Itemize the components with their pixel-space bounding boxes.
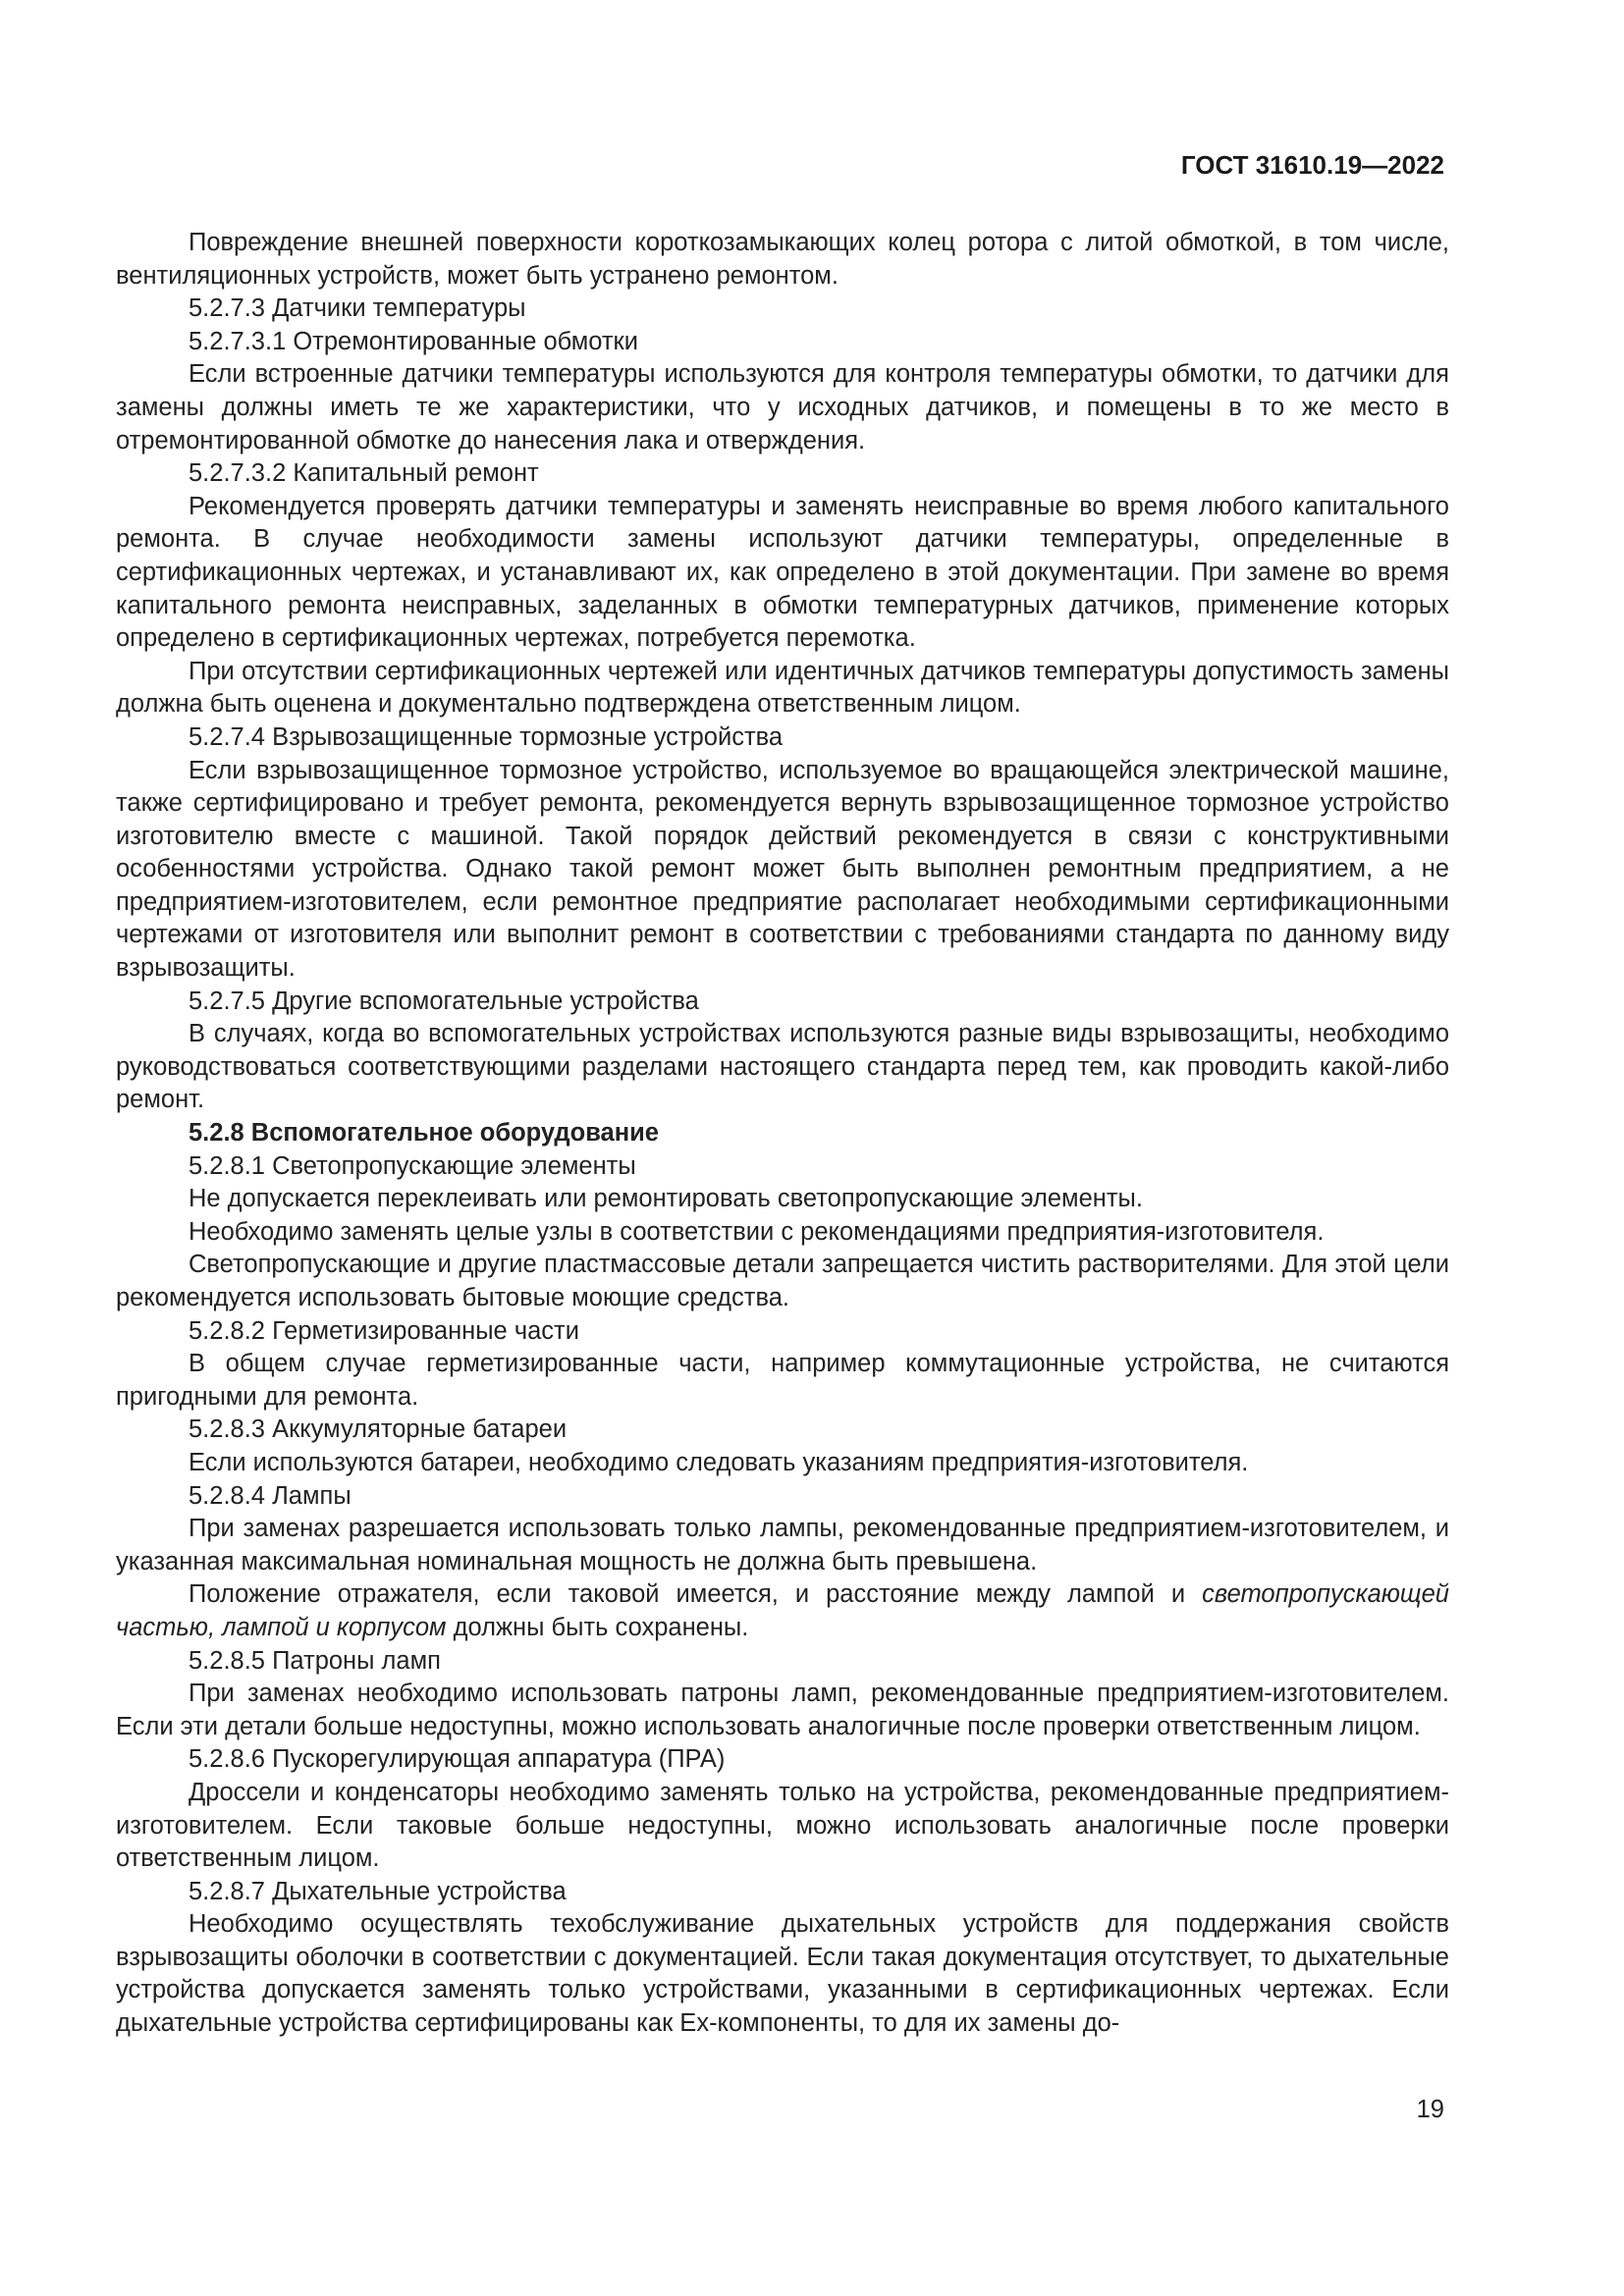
subsection-heading: 5.2.7.4 Взрывозащищенные тормозные устройства <box>189 722 784 751</box>
document-body <box>116 227 1449 2041</box>
paragraph: Дроссели и конденсаторы необходимо заменять только на устройства, рекомендованные предприятием-изготовителем. Если таковые больше недоступны, можно использовать аналогичные после проверки ответственным лицом. <box>116 1778 1449 1873</box>
paragraph: Если встроенные датчики температуры используются для контроля температуры обмотки, то датчики для замены должны иметь те же характеристики, что у исходных датчиков, и помещены в то же место в отремонтированной обмотке до нанесения лака и отверждения. <box>116 360 1449 454</box>
paragraph: В общем случае герметизированные части, например коммутационные устройства, не считаются пригодными для ремонта. <box>116 1350 1449 1411</box>
subsection-heading: 5.2.8.4 Лампы <box>189 1481 352 1510</box>
paragraph-with-italic <box>116 1578 1449 1644</box>
paragraph: Необходимо заменять целые узлы в соответствии с рекомендациями предприятия-изготовителя. <box>189 1217 1325 1246</box>
paragraph: Необходимо осуществлять техобслуживание дыхательных устройств для поддержания свойств взрывозащиты оболочки в соответствии с документацией. Если такая документация отсутствует, то дыхательные устройства допускается заменять только устройствами, указанными в сертификационных чертежах. Если дыхательные устройства сертифицированы как Ex-компоненты, то для их замены до- <box>116 1910 1449 2038</box>
paragraph: Повреждение внешней поверхности короткозамыкающих колец ротора с литой обмоткой, в том числе, вентиляционных устройств, может быть устранено ремонтом. <box>116 229 1449 290</box>
subsection-heading: 5.2.7.3 Датчики температуры <box>189 294 526 323</box>
subsection-heading: 5.2.7.3.1 Отремонтированные обмотки <box>189 327 638 355</box>
paragraph: Если используются батареи, необходимо следовать указаниям предприятия-изготовителя. <box>189 1448 1249 1476</box>
paragraph: В случаях, когда во вспомогательных устройствах используются разные виды взрывозащиты, необходимо руководствоваться соответствующими разделами настоящего стандарта перед тем, как проводить какой-либо ремонт. <box>116 1020 1449 1114</box>
subsection-heading: 5.2.8.3 Аккумуляторные батареи <box>189 1415 568 1444</box>
subsection-heading: 5.2.8.1 Светопропускающие элементы <box>189 1151 636 1180</box>
subsection-heading: 5.2.7.3.2 Капитальный ремонт <box>189 459 539 488</box>
subsection-heading: 5.2.7.5 Другие вспомогательные устройства <box>189 987 699 1015</box>
page-number: 19 <box>1416 2096 1444 2123</box>
subsection-heading: 5.2.8.2 Герметизированные части <box>189 1316 579 1345</box>
paragraph: При заменах разрешается использовать только лампы, рекомендованные предприятием-изготовителем, и указанная максимальная номинальная мощность не должна быть превышена. <box>116 1515 1449 1575</box>
section-heading: 5.2.8 Вспомогательное оборудование <box>189 1119 659 1148</box>
subsection-heading: 5.2.8.5 Патроны ламп <box>189 1646 441 1675</box>
paragraph: При отсутствии сертификационных чертежей или идентичных датчиков температуры допустимость замены должна быть оценена и документально подтверждена ответственным лицом. <box>116 657 1449 719</box>
paragraph: Светопропускающие и другие пластмассовые детали запрещается чистить растворителями. Для этой цели рекомендуется использовать бытовые моющие средства. <box>116 1251 1449 1311</box>
paragraph-text-end: должны быть сохранены. <box>446 1613 749 1641</box>
paragraph: Если взрывозащищенное тормозное устройство, используемое во вращающейся электрической машине, также сертифицировано и требует ремонта, рекомендуется вернуть взрывозащищенное тормозное устройство изготовителю вместе с машиной. Такой порядок действий рекомендуется в связи с конструктивными особенностями устройства. Однако такой ремонт может быть выполнен ремонтным предприятием, а не предприятием-изготовителем, если ремонтное предприятие располагает необходимыми сертификационными чертежами от изготовителя или выполнит ремонт в соответствии с требованиями стандарта по данному виду взрывозащиты. <box>116 756 1449 983</box>
paragraph: При заменах необходимо использовать патроны ламп, рекомендованные предприятием-изготовителем. Если эти детали больше недоступны, можно использовать аналогичные после проверки ответственным лицом. <box>116 1680 1449 1740</box>
italic-emphasis: светопропускающей частью, лампой и корпусом <box>116 1580 1449 1641</box>
document-number-header: ГОСТ 31610.19—2022 <box>1180 150 1444 180</box>
subsection-heading: 5.2.8.6 Пускорегулирующая аппаратура (ПРА) <box>189 1745 726 1774</box>
paragraph: Не допускается переклеивать или ремонтировать светопропускающие элементы. <box>189 1185 1143 1213</box>
paragraph-text-start: Положение отражателя, если таковой имеется, и расстояние между лампой и <box>189 1580 1203 1609</box>
paragraph: Рекомендуется проверять датчики температуры и заменять неисправные во время любого капитального ремонта. В случае необходимости замены используют датчики температуры, определенные в сертификационных чертежах, и устанавливают их, как определено в этой документации. При замене во время капитального ремонта неисправных, заделанных в обмотки температурных датчиков, применение которых определено в сертификационных чертежах, потребуется перемотка. <box>116 492 1449 653</box>
subsection-heading: 5.2.8.7 Дыхательные устройства <box>189 1877 567 1905</box>
